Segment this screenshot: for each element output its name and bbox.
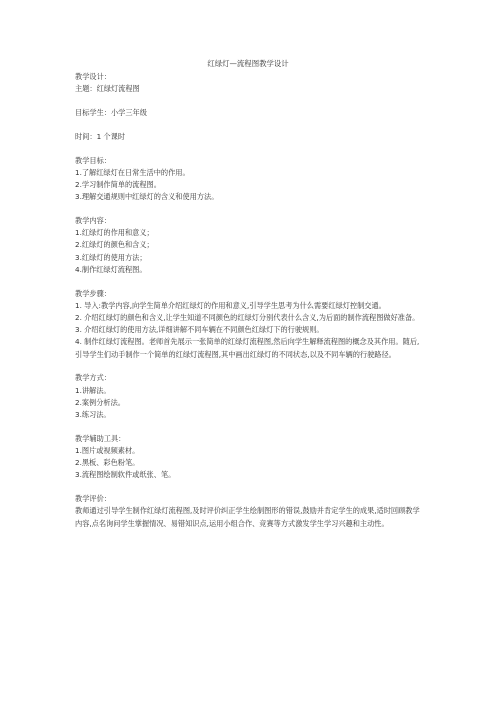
content-item: 3.红绿灯的使用方法； [75, 252, 147, 262]
method-item: 1.讲解法。 [75, 385, 111, 395]
content-item: 2.红绿灯的颜色和含义； [75, 240, 154, 250]
step-item: 4. 制作红绿灯流程图。老师首先展示一张简单的红绿灯流程图,然后向学生解释流程图的概念及其作用。随后,引导学生们动手制作一个简单的红绿灯流程图,其中画出红绿灯的不同状态,以及不同车辆的行驶路径。 [75, 337, 420, 359]
target-line: 目标学生：小学三年级 [75, 108, 147, 117]
document-title: 红绿灯—流程图教学设计 [207, 59, 289, 68]
time-line: 时间：1 个课时 [75, 131, 125, 141]
content-item: 1.红绿灯的作用和意义； [75, 228, 154, 238]
goal-item: 3.理解交通规则中红绿灯的含义和使用方法。 [75, 192, 219, 202]
design-label: 教学设计： [75, 72, 111, 81]
method-item: 2.案例分析法。 [75, 397, 125, 407]
goal-item: 2.学习制作简单的流程图。 [75, 180, 161, 189]
tool-item: 2.黑板、彩色粉笔。 [75, 458, 140, 468]
eval-heading: 教学评价： [75, 494, 111, 504]
tool-item: 1.图片或视频素材。 [75, 446, 140, 456]
tool-item: 3.流程图绘制软件或纸张、笔。 [75, 470, 176, 480]
tools-heading: 教学辅助工具： [75, 433, 126, 443]
goals-heading: 教学目标： [75, 155, 111, 165]
content-heading: 教学内容： [75, 216, 111, 225]
step-item: 3. 介绍红绿灯的使用方法,详细讲解不同车辆在不同颜色红绿灯下的行驶规则。 [75, 325, 324, 335]
eval-paragraph: 教师通过引导学生制作红绿灯流程图,及时评价纠正学生绘制图形的错误,鼓励并肯定学生的成果,适时回顾教学内容,点名询问学生掌握情况、易错知识点,运用小组合作、竞赛等方式激发学生学习兴趣和主动性。 [75, 506, 420, 528]
steps-heading: 教学步骤： [75, 288, 111, 298]
document-body [75, 71, 425, 530]
step-item: 1. 导入:教学内容,向学生简单介绍红绿灯的作用和意义,引导学生思考为什么需要红绿灯控制交通。 [75, 300, 386, 310]
goal-item: 1.了解红绿灯在日常生活中的作用。 [75, 167, 190, 177]
method-item: 3.练习法。 [75, 410, 111, 420]
topic-line: 主题：红绿灯流程图 [75, 84, 140, 94]
content-item: 4.制作红绿灯流程图。 [75, 264, 147, 274]
methods-heading: 教学方式： [75, 373, 111, 383]
step-item: 2. 介绍红绿灯的颜色和含义,让学生知道不同颜色的红绿灯分别代表什么含义,为后面的制作流程图做好准备。 [75, 313, 420, 323]
